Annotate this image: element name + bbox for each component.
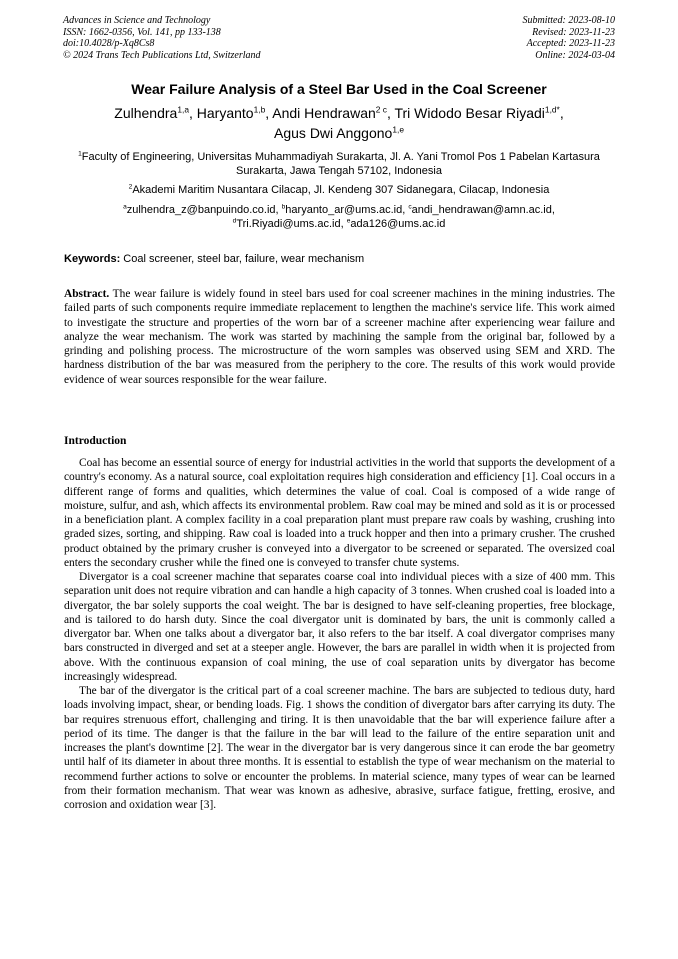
author: Zulhendra$^{1,a}$ [114, 104, 189, 121]
paragraph: Coal has become an essential source of energy for industrial activities in the world that supports the development of a country's economy. As a natural source, coal exploitation requires high consideration and efficiency [1]. Coal occurs in a different range of forms and qualities, which determines the value of coal. Coal is composed of a wide range of moisture, sulfur, and ash, which affects its environmental problem. Raw coal may be mined and sold as it is or processed in a beneficiation plant. A complex facility in a coal preparation plant must prepare raw coals by washing, crushing into graded sizes, sorting, and shipping. Raw coal is loaded into a truck hopper and then into a primary crusher. The crushed product obtained by the primary crusher is conveyed into a divergator to be screened or separated. The oversized coal enters the secondary crusher while the fined one is conveyed to transfer chute systems. [64, 457, 615, 569]
keywords-label: Keywords: [64, 253, 121, 265]
date-revised: Revised: 2023-11-23 [532, 26, 615, 38]
author: Haryanto$^{1,b}$ [196, 104, 266, 121]
journal-copyright: © 2024 Trans Tech Publications Ltd, Switzerland [63, 49, 261, 61]
paragraph: The bar of the divergator is the critical part of a coal screener machine. The bars are subjected to tedious duty, hard loads involving impact, shear, or bending loads. Fig. 1 shows the condition of divergator bars after carrying its duty. The bar requires strenuous effort, challenging and tiring. It is then unavoidable that the bar will experience failure after a period of its time. The danger is that the failure in the bar will lead to the failure of the entire separation unit and increases the plant's downtime [2]. The wear in the divergator bar is very dangerous since it can erode the bar geometry until half of its diameter in about three months. It is essential to establish the type of wear mechanism on the material to recommend further actions to solve or encounter the problems. In material science, many types of wear can be learned from their formation mechanism. That wear was known as adhesive, abrasive, surface fatigue, fretting, erosive, and corrosion and oxidation wear [3]. [64, 685, 615, 811]
journal-issn: ISSN: 1662-0356, Vol. 141, pp 133-138 [63, 26, 221, 38]
paper-title: Wear Failure Analysis of a Steel Bar Used in the Coal Screener [131, 81, 547, 97]
introduction-body [64, 456, 615, 812]
publication-dates [523, 15, 616, 61]
author-list: Zulhendra$^{1,a}$, Haryanto$^{1,b}$, Andi Hendrawan$^{2 c}$, Tri Widodo Besar Riyadi$^{1,d*}$, Agus Dwi Anggono$^{1,e}$ [114, 104, 564, 141]
keywords-text: Coal screener, steel bar, failure, wear mechanism [120, 253, 365, 265]
date-accepted: Accepted: 2023-11-23 [526, 38, 615, 49]
affiliation-1: $^1$Faculty of Engineering, Universitas Muhammadiyah Surakarta, Jl. A. Yani Tromol Pos 1 Pabelan Kartasura Surakarta, Jawa Tengah 57102, Indonesia [78, 150, 600, 177]
abstract [64, 287, 615, 387]
journal-name: Advances in Science and Technology [63, 15, 211, 26]
author: Tri Widodo Besar Riyadi$^{1,d*}$ [394, 104, 560, 121]
affiliation-2: $^2$Akademi Maritim Nusantara Cilacap, Jl. Kendeng 307 Sidanegara, Cilacap, Indonesia [128, 183, 550, 196]
date-online: Online: 2024-03-04 [535, 49, 615, 61]
section-heading-introduction: Introduction [64, 435, 127, 447]
author: Agus Dwi Anggono$^{1,e}$ [274, 124, 404, 141]
abstract-text: The wear failure is widely found in steel bars used for coal screener machines in the mining industries. The failed parts of such components require immediate replacement to lengthen the machine's service life. This work aimed to investigate the structure and properties of the worn bar of a screener machine after experiencing wear failure and analyze the wear mechanism. The work was started by machining the sample from the original bar, followed by a grinding and polishing process. The microstructure of the worn samples was observed using SEM and XRD. The hardness distribution of the bar was measured from the periphery to the core. The results of this work would provide evidence of wear sources responsible for the wear failure. [64, 288, 615, 386]
author-emails: $^a$zulhendra_z@banpuindo.co.id, $^b$haryanto_ar@ums.ac.id, $^c$andi_hendrawan@amn.ac.id, $^d$Tri.Riyadi@ums.ac.id, $^e$ada126@ums.ac.id [123, 203, 555, 230]
paragraph: Divergator is a coal screener machine that separates coarse coal into individual pieces with a size of 400 mm. This separation unit does not require vibration and can handle a high capacity of 3 tonnes. When crushed coal is loaded into a divergator, the bar solely supports the coal weight. The bar is designed to have self-cleaning properties, free blockage, and is tailored to do harsh duty. Since the coal divergator unit is dominated by bars, the unit is commonly called a divergator bar. When one talks about a divergator bar, it also refers to the bar itself. A coal divergator comprises many bars constructed in diverged and set at a steeper angle. However, the bars are parallel in width when it is projected from above. With the continuous expansion of coal mining, the use of coal separation units by divergator has become increasingly widespread. [64, 571, 615, 683]
journal-info [63, 15, 261, 61]
keywords [64, 252, 616, 266]
date-submitted: Submitted: 2023-08-10 [522, 15, 615, 26]
abstract-label: Abstract. [64, 288, 110, 300]
journal-doi: doi:10.4028/p-Xq8Cs8 [63, 38, 155, 49]
author: Andi Hendrawan$^{2 c}$ [272, 104, 387, 121]
